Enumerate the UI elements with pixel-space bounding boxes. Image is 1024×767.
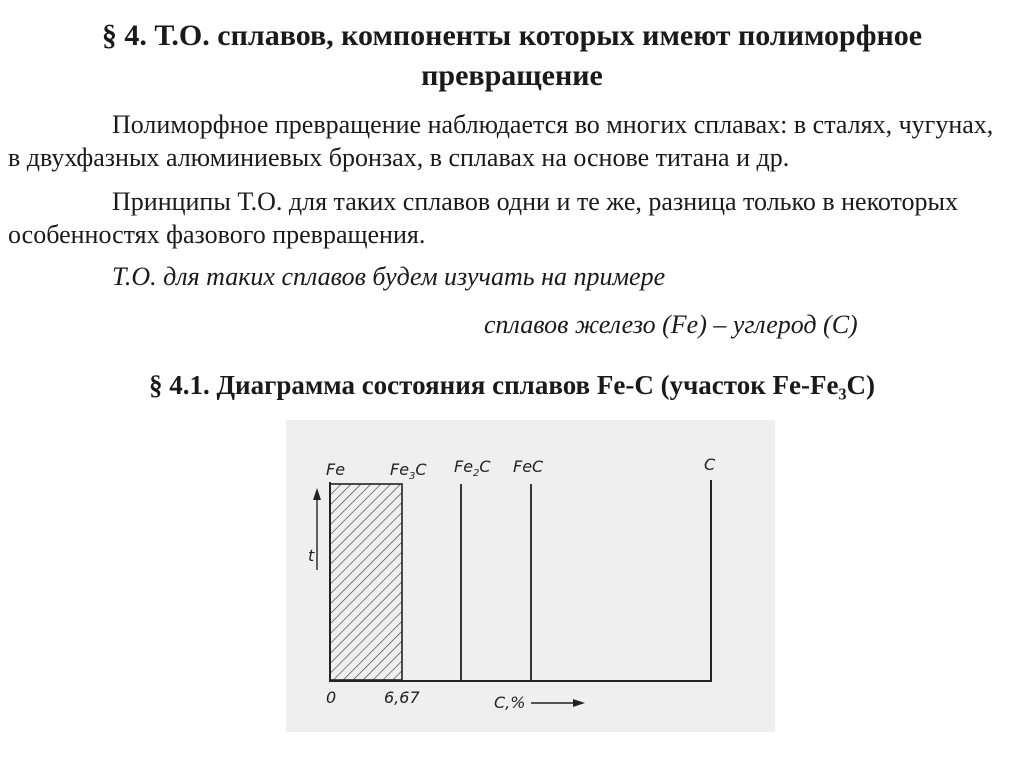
label-fec: FeC (513, 457, 544, 476)
tick-label-6-67: 6,67 (384, 688, 420, 707)
fe-c-diagram (286, 420, 775, 732)
subsection-title: § 4.1. Диаграмма состояния сплавов Fe-C (участок Fe-Fe₃C) (148, 370, 876, 400)
label-fe: Fe (326, 460, 346, 479)
paragraph-polymorphic (8, 108, 1008, 174)
x-axis-arrowhead (573, 699, 585, 707)
page-title: § 4. Т.О. сплавов, компоненты которых имеют полиморфное превращение (101, 19, 923, 92)
label-fe2c-end: C (479, 457, 491, 476)
label-fe3c (390, 460, 427, 482)
label-fe2c (454, 457, 491, 479)
italic-line-alloys: сплавов железо (Fe) – углерод (C) (484, 310, 858, 339)
t-axis-label: t (308, 546, 315, 565)
italic-line-example: Т.О. для таких сплавов будем изучать на примере (112, 262, 666, 291)
t-axis-arrowhead (313, 488, 321, 500)
paragraph-principles-text: Принципы Т.О. для таких сплавов одни и те же, разница только в некоторых особенностях фазового превращения. (8, 187, 959, 249)
hatched-region-fe-fe3c (330, 484, 402, 680)
tick-label-zero: 0 (326, 688, 337, 707)
x-axis-label: C,% (494, 693, 526, 712)
paragraph-principles (8, 185, 1008, 251)
fe-c-diagram-figure (286, 420, 775, 732)
label-fe2c-main: Fe (454, 457, 474, 476)
label-fe3c-main: Fe (390, 460, 410, 479)
paragraph-polymorphic-text: Полиморфное превращение наблюдается во многих сплавах: в сталях, чугунах, в двухфазных алюминиевых бронзах, в сплавах на основе титана и др. (8, 110, 994, 172)
label-fe2c-sub: 2 (473, 468, 480, 479)
label-fe3c-end: C (415, 460, 427, 479)
label-fe3c-sub: 3 (409, 471, 416, 482)
label-c: C (704, 455, 716, 474)
